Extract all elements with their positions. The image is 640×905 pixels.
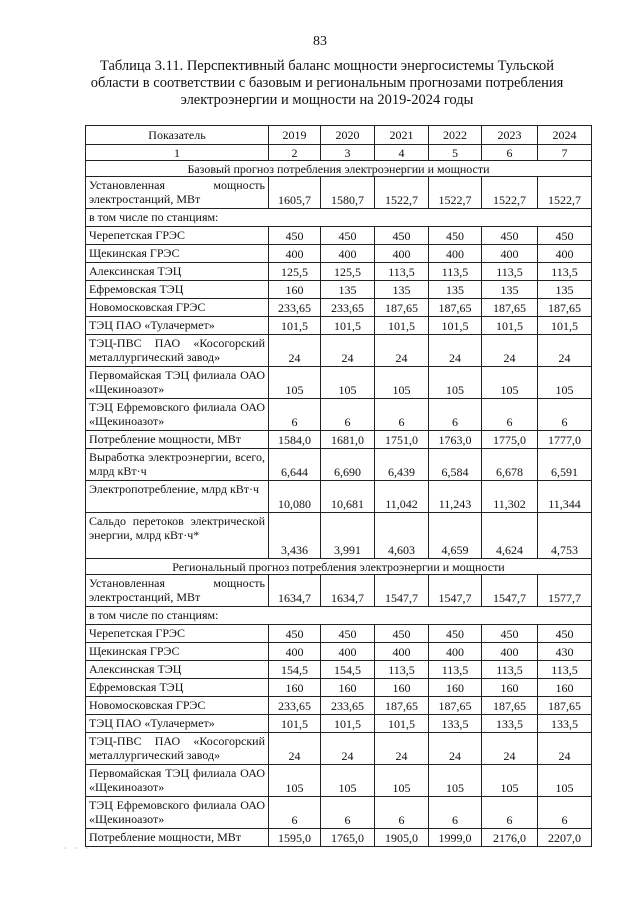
table-cell: 400: [482, 245, 538, 263]
table-cell: 6,584: [429, 449, 482, 481]
column-header: 2023: [482, 126, 538, 145]
table-cell: 24: [375, 335, 429, 367]
table-cell: 101,5: [269, 317, 321, 335]
table-cell: 450: [321, 227, 375, 245]
table-cell: 160: [375, 679, 429, 697]
table-cell: 1547,7: [429, 575, 482, 607]
table-cell: 6: [429, 399, 482, 431]
table-cell: 133,5: [538, 715, 592, 733]
table-row: [86, 227, 592, 245]
table-row: [86, 715, 592, 733]
table-cell: 24: [321, 733, 375, 765]
table-cell: 6,678: [482, 449, 538, 481]
row-label: Новомосковская ГРЭС: [86, 299, 269, 317]
table-row: [86, 679, 592, 697]
table-cell: 160: [482, 679, 538, 697]
table-row: [86, 765, 592, 797]
table-cell: 24: [321, 335, 375, 367]
table-cell: 1605,7: [269, 177, 321, 209]
table-cell: 105: [375, 765, 429, 797]
row-label: в том числе по станциям:: [86, 209, 592, 227]
table-cell: 1905,0: [375, 829, 429, 847]
table-cell: 133,5: [429, 715, 482, 733]
table-cell: 187,65: [538, 299, 592, 317]
table-cell: 1634,7: [269, 575, 321, 607]
table-cell: 233,65: [321, 299, 375, 317]
table-row: [86, 281, 592, 299]
table-row: [86, 367, 592, 399]
table-cell: 105: [429, 367, 482, 399]
table-cell: 113,5: [429, 661, 482, 679]
row-label: Установленная мощность электростанций, МВт: [86, 575, 269, 607]
table-cell: 233,65: [269, 299, 321, 317]
row-label: Щекинская ГРЭС: [86, 245, 269, 263]
table-cell: 400: [321, 643, 375, 661]
table-row: [86, 733, 592, 765]
table-cell: 1547,7: [375, 575, 429, 607]
table-cell: 1584,0: [269, 431, 321, 449]
table-cell: 6: [321, 797, 375, 829]
row-label: Ефремовская ТЭЦ: [86, 281, 269, 299]
column-number: 6: [482, 145, 538, 161]
table-cell: 160: [269, 679, 321, 697]
table-cell: 24: [375, 733, 429, 765]
table-cell: 450: [375, 227, 429, 245]
table-cell: 154,5: [269, 661, 321, 679]
table-header-row: [86, 126, 592, 145]
table-cell: 400: [269, 245, 321, 263]
table-cell: 6: [538, 399, 592, 431]
table-cell: 400: [375, 643, 429, 661]
table-cell: 6: [269, 399, 321, 431]
table-cell: 101,5: [429, 317, 482, 335]
table-cell: 4,624: [482, 513, 538, 559]
table-row: [86, 697, 592, 715]
row-label: Установленная мощность электростанций, МВт: [86, 177, 269, 209]
table-cell: 450: [482, 227, 538, 245]
table-cell: 135: [538, 281, 592, 299]
table-row: [86, 299, 592, 317]
table-cell: 101,5: [482, 317, 538, 335]
table-row: [86, 399, 592, 431]
table-cell: 113,5: [375, 661, 429, 679]
table-cell: 24: [482, 335, 538, 367]
table-cell: 6: [375, 797, 429, 829]
table-cell: 135: [321, 281, 375, 299]
table-cell: 135: [429, 281, 482, 299]
table-row: [86, 245, 592, 263]
row-label: Потребление мощности, МВт: [86, 829, 269, 847]
row-label: ТЭЦ-ПВС ПАО «Косогорский металлургический завод»: [86, 733, 269, 765]
table-row: [86, 335, 592, 367]
table-cell: 1681,0: [321, 431, 375, 449]
table-cell: 450: [269, 625, 321, 643]
table-cell: 1547,7: [482, 575, 538, 607]
row-label: Первомайская ТЭЦ филиала ОАО «Щекиноазот»: [86, 765, 269, 797]
table-cell: 400: [429, 643, 482, 661]
table-cell: 187,65: [538, 697, 592, 715]
column-number: 4: [375, 145, 429, 161]
table-row: [86, 481, 592, 513]
table-cell: 3,436: [269, 513, 321, 559]
table-cell: 450: [375, 625, 429, 643]
row-label: ТЭЦ Ефремовского филиала ОАО «Щекиноазот»: [86, 797, 269, 829]
row-label: ТЭЦ Ефремовского филиала ОАО «Щекиноазот»: [86, 399, 269, 431]
column-header: 2020: [321, 126, 375, 145]
row-label: Выработка электроэнергии, всего, млрд кВт·ч: [86, 449, 269, 481]
table-cell: 113,5: [482, 263, 538, 281]
table-cell: 1763,0: [429, 431, 482, 449]
page-number: 83: [313, 34, 327, 49]
table-cell: 113,5: [538, 263, 592, 281]
row-label: Алексинская ТЭЦ: [86, 263, 269, 281]
section-title: Базовый прогноз потребления электроэнергии и мощности: [86, 161, 592, 177]
column-number: 3: [321, 145, 375, 161]
table-cell: 233,65: [269, 697, 321, 715]
table-cell: 6: [482, 797, 538, 829]
table-cell: 125,5: [269, 263, 321, 281]
table-cell: 101,5: [321, 715, 375, 733]
table-cell: 101,5: [375, 715, 429, 733]
row-label: Электропотребление, млрд кВт·ч: [86, 481, 269, 513]
table-cell: 101,5: [269, 715, 321, 733]
table-row: [86, 317, 592, 335]
table-cell: 105: [321, 765, 375, 797]
table-cell: 125,5: [321, 263, 375, 281]
table-cell: 24: [269, 733, 321, 765]
table-cell: 6,591: [538, 449, 592, 481]
table-row: [86, 829, 592, 847]
table-cell: 105: [321, 367, 375, 399]
table-cell: 113,5: [429, 263, 482, 281]
table-cell: 6: [269, 797, 321, 829]
table-cell: 160: [321, 679, 375, 697]
table-cell: 135: [482, 281, 538, 299]
table-cell: 450: [429, 227, 482, 245]
row-label: Сальдо перетоков электрической энергии, млрд кВт·ч*: [86, 513, 269, 559]
row-label: Первомайская ТЭЦ филиала ОАО «Щекиноазот»: [86, 367, 269, 399]
table-cell: 160: [269, 281, 321, 299]
column-header: 2024: [538, 126, 592, 145]
table-cell: 187,65: [429, 299, 482, 317]
table-cell: 113,5: [375, 263, 429, 281]
table-row: [86, 607, 592, 625]
table-cell: 2207,0: [538, 829, 592, 847]
table-row: [86, 661, 592, 679]
table-cell: 11,243: [429, 481, 482, 513]
table-cell: 1595,0: [269, 829, 321, 847]
table-cell: 2176,0: [482, 829, 538, 847]
table-cell: 105: [375, 367, 429, 399]
table-cell: 105: [538, 765, 592, 797]
table-cell: 187,65: [429, 697, 482, 715]
table-cell: 113,5: [538, 661, 592, 679]
table-cell: 3,991: [321, 513, 375, 559]
section-header-row: [86, 161, 592, 177]
table-cell: 24: [429, 733, 482, 765]
table-row: [86, 449, 592, 481]
row-label: Ефремовская ТЭЦ: [86, 679, 269, 697]
table-cell: 154,5: [321, 661, 375, 679]
table-cell: 101,5: [538, 317, 592, 335]
table-cell: 1765,0: [321, 829, 375, 847]
table-cell: 6: [429, 797, 482, 829]
table-cell: 24: [538, 733, 592, 765]
table-row: [86, 177, 592, 209]
table-cell: 1522,7: [375, 177, 429, 209]
table-cell: 1522,7: [482, 177, 538, 209]
table-cell: 400: [321, 245, 375, 263]
row-label: Черепетская ГРЭС: [86, 625, 269, 643]
table-cell: 430: [538, 643, 592, 661]
table-cell: 450: [429, 625, 482, 643]
column-header: 2021: [375, 126, 429, 145]
table-cell: 1999,0: [429, 829, 482, 847]
table-cell: 1522,7: [429, 177, 482, 209]
table-body: [86, 161, 592, 847]
table-cell: 450: [538, 227, 592, 245]
power-balance-table: [85, 125, 592, 847]
table-cell: 24: [538, 335, 592, 367]
table-row: [86, 513, 592, 559]
section-header-row: [86, 559, 592, 575]
column-header: Показатель: [86, 126, 269, 145]
table-cell: 11,344: [538, 481, 592, 513]
section-title: Региональный прогноз потребления электроэнергии и мощности: [86, 559, 592, 575]
column-number: 2: [269, 145, 321, 161]
column-number: 7: [538, 145, 592, 161]
table-cell: 1580,7: [321, 177, 375, 209]
row-label: Новомосковская ГРЭС: [86, 697, 269, 715]
table-cell: 400: [375, 245, 429, 263]
table-cell: 4,753: [538, 513, 592, 559]
table-cell: 135: [375, 281, 429, 299]
table-row: [86, 263, 592, 281]
table-cell: 400: [482, 643, 538, 661]
row-label: Черепетская ГРЭС: [86, 227, 269, 245]
table-cell: 187,65: [375, 299, 429, 317]
table-cell: 6,644: [269, 449, 321, 481]
table-cell: 160: [538, 679, 592, 697]
table-cell: 6: [482, 399, 538, 431]
table-cell: 1775,0: [482, 431, 538, 449]
table-cell: 105: [482, 367, 538, 399]
table-cell: 10,681: [321, 481, 375, 513]
table-cell: 10,080: [269, 481, 321, 513]
table-cell: 4,659: [429, 513, 482, 559]
table-cell: 1751,0: [375, 431, 429, 449]
table-cell: 105: [429, 765, 482, 797]
table-row: [86, 209, 592, 227]
table-cell: 6,439: [375, 449, 429, 481]
table-row: [86, 797, 592, 829]
table-caption: Таблица 3.11. Перспективный баланс мощности энергосистемы Тульской области в соответствии с базовым и региональным прогнозами потребления электроэнергии и мощности на 2019-2024 годы: [90, 58, 564, 108]
column-header: 2022: [429, 126, 482, 145]
table-cell: 105: [269, 367, 321, 399]
table-cell: 1577,7: [538, 575, 592, 607]
table-cell: 101,5: [375, 317, 429, 335]
table-cell: 160: [429, 679, 482, 697]
table-cell: 11,302: [482, 481, 538, 513]
table-cell: 105: [482, 765, 538, 797]
row-label: Алексинская ТЭЦ: [86, 661, 269, 679]
table-row: [86, 431, 592, 449]
table-cell: 450: [538, 625, 592, 643]
table-cell: 6: [321, 399, 375, 431]
table-cell: 400: [429, 245, 482, 263]
table-cell: 450: [321, 625, 375, 643]
row-label: ТЭЦ ПАО «Тулачермет»: [86, 715, 269, 733]
row-label: ТЭЦ-ПВС ПАО «Косогорский металлургический завод»: [86, 335, 269, 367]
column-number: 5: [429, 145, 482, 161]
row-label: в том числе по станциям:: [86, 607, 592, 625]
table-cell: 24: [269, 335, 321, 367]
table-cell: 1522,7: [538, 177, 592, 209]
table-cell: 400: [269, 643, 321, 661]
table-cell: 133,5: [482, 715, 538, 733]
table-cell: 1777,0: [538, 431, 592, 449]
table-cell: 6: [375, 399, 429, 431]
scan-artifact-dots: · · ·: [64, 844, 91, 853]
table-row: [86, 575, 592, 607]
table-cell: 450: [269, 227, 321, 245]
table-row: [86, 625, 592, 643]
table-row: [86, 643, 592, 661]
table-cell: 187,65: [482, 697, 538, 715]
table-cell: 1634,7: [321, 575, 375, 607]
row-label: Потребление мощности, МВт: [86, 431, 269, 449]
table-cell: 105: [538, 367, 592, 399]
table-cell: 450: [482, 625, 538, 643]
table-cell: 233,65: [321, 697, 375, 715]
table-cell: 113,5: [482, 661, 538, 679]
column-number: 1: [86, 145, 269, 161]
table-cell: 101,5: [321, 317, 375, 335]
row-label: Щекинская ГРЭС: [86, 643, 269, 661]
column-numbering-row: [86, 145, 592, 161]
table-cell: 6,690: [321, 449, 375, 481]
row-label: ТЭЦ ПАО «Тулачермет»: [86, 317, 269, 335]
table-cell: 6: [538, 797, 592, 829]
table-cell: 105: [269, 765, 321, 797]
table-cell: 187,65: [375, 697, 429, 715]
table-cell: 11,042: [375, 481, 429, 513]
column-header: 2019: [269, 126, 321, 145]
table-cell: 400: [538, 245, 592, 263]
table-cell: 24: [429, 335, 482, 367]
table-cell: 4,603: [375, 513, 429, 559]
table-cell: 187,65: [482, 299, 538, 317]
table-cell: 24: [482, 733, 538, 765]
